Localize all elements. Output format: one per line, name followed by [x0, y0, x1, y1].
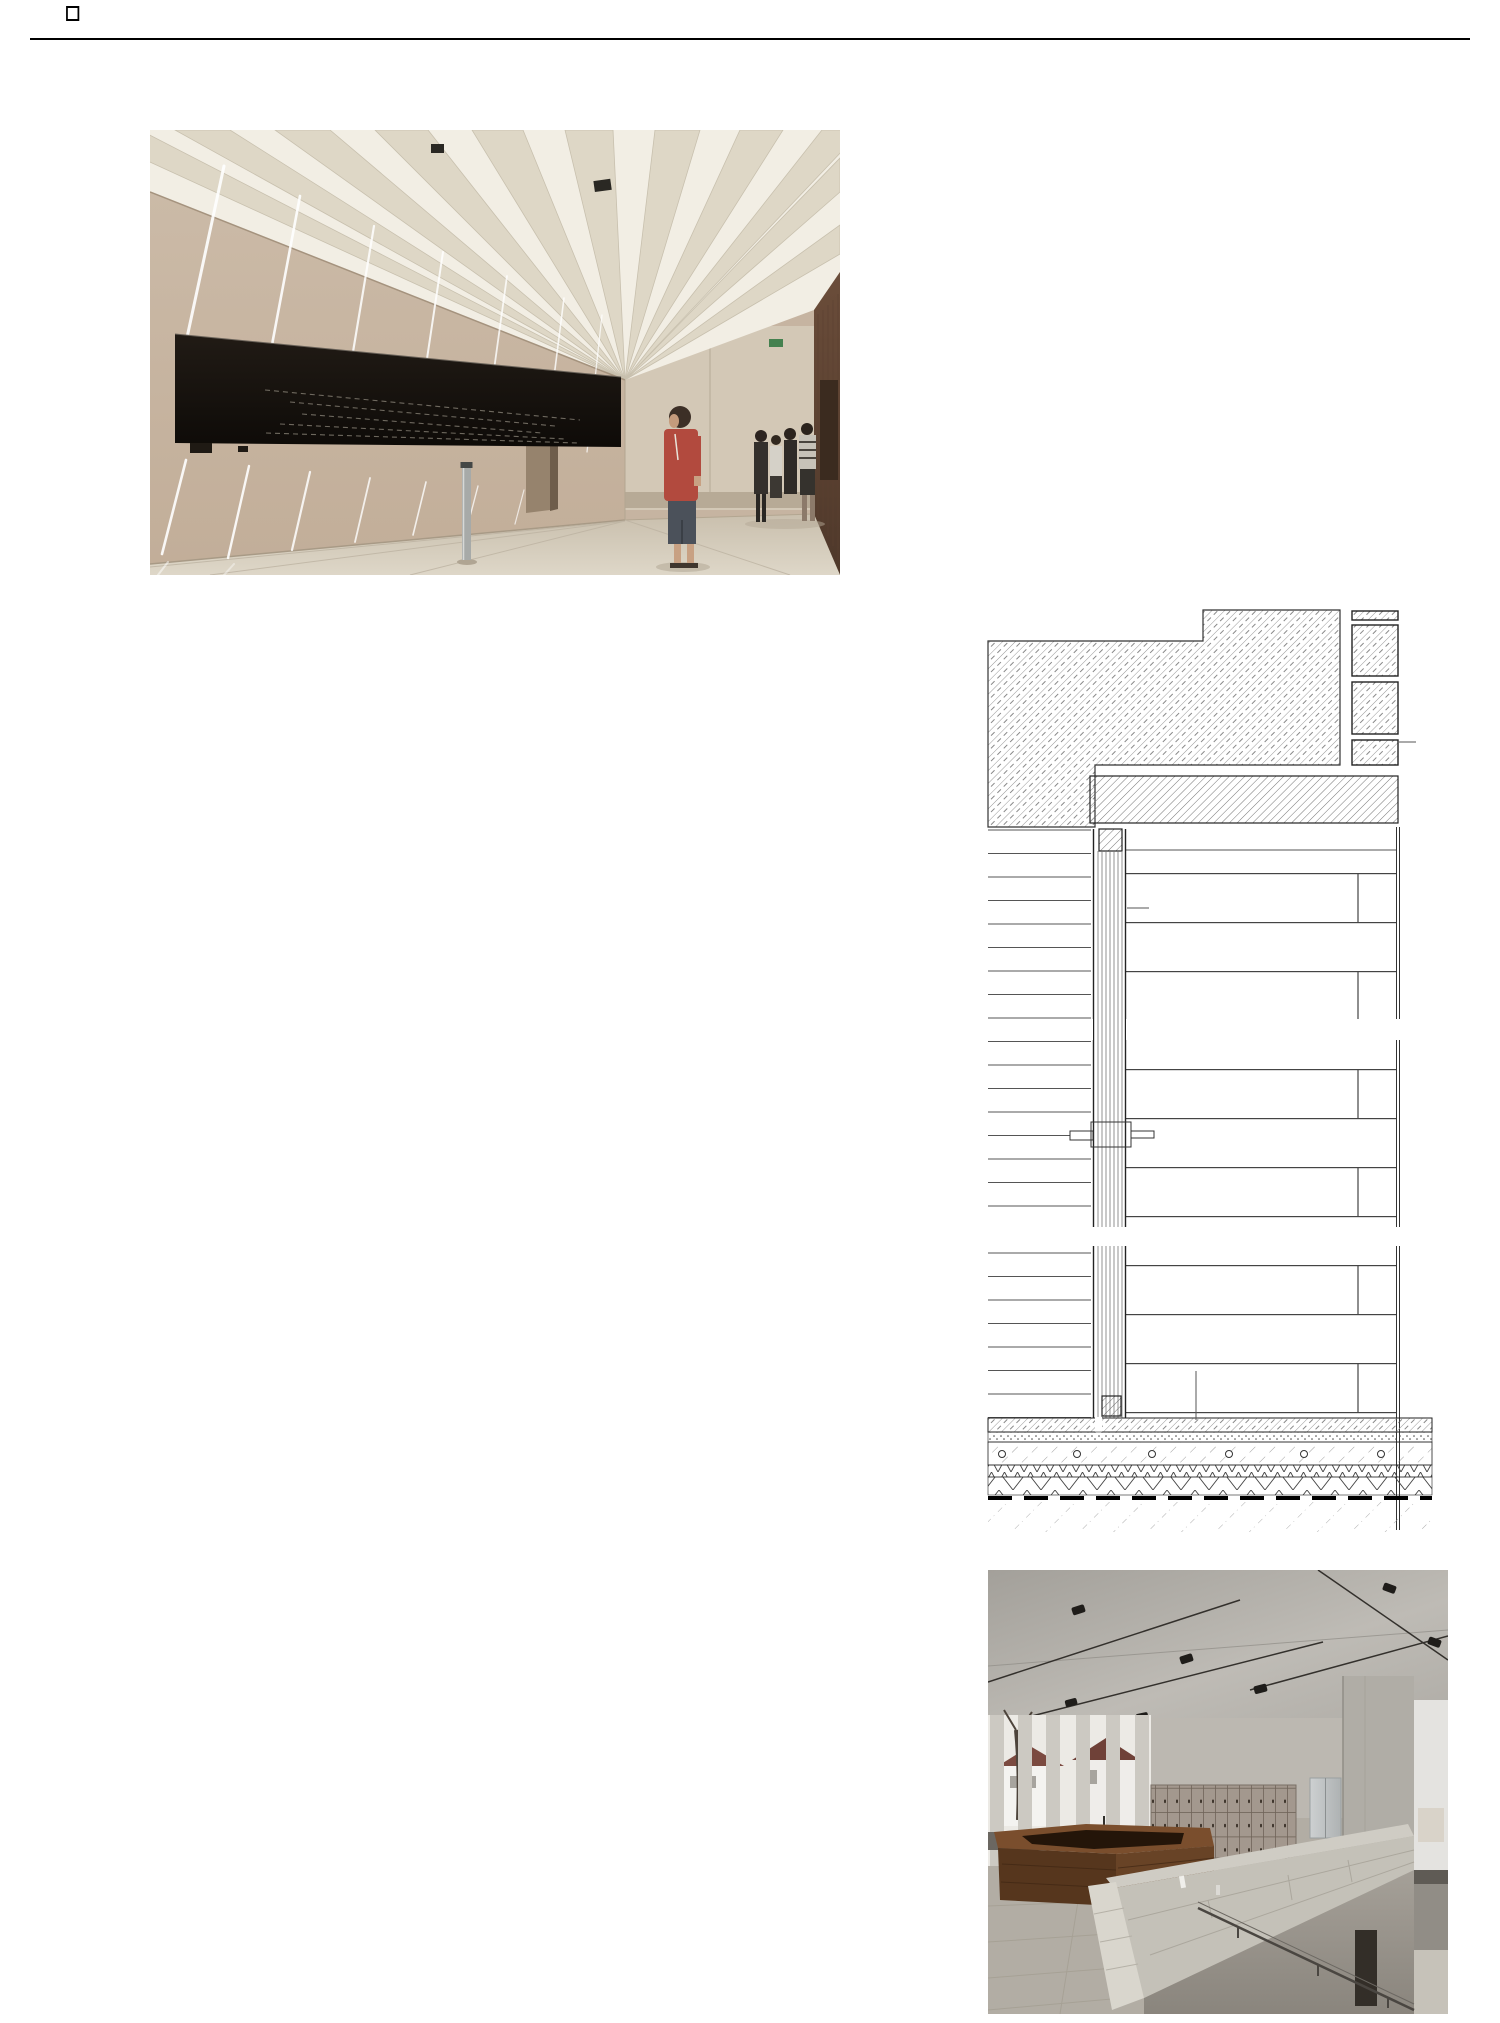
foyer-photo: [988, 1570, 1448, 2014]
header-left: [30, 6, 82, 21]
legend: [985, 126, 1489, 148]
lift-doors: [1310, 1778, 1341, 1838]
stair-doorway: [1355, 1930, 1377, 2006]
ceiling-spotlight: [431, 144, 444, 153]
cladding-blocks: [1352, 611, 1398, 765]
door-handle: [1070, 1131, 1093, 1140]
floor-buildup: [988, 1417, 1432, 1532]
right-window: [1414, 1700, 1448, 2014]
header-rule: [30, 38, 1470, 40]
downstand-beam: [1090, 776, 1398, 823]
wood-strip-lining: [988, 829, 1091, 1418]
exit-sign: [769, 339, 783, 347]
interior-wall-blocks: [1126, 851, 1397, 1418]
page-header: [30, 6, 1470, 21]
issue-separator-box: [66, 6, 79, 21]
gallery-photo: [150, 130, 840, 575]
floor-slab-concrete: [988, 1502, 1432, 1532]
ceiling-spotlight: [593, 179, 611, 192]
section-drawing: [985, 608, 1437, 1538]
